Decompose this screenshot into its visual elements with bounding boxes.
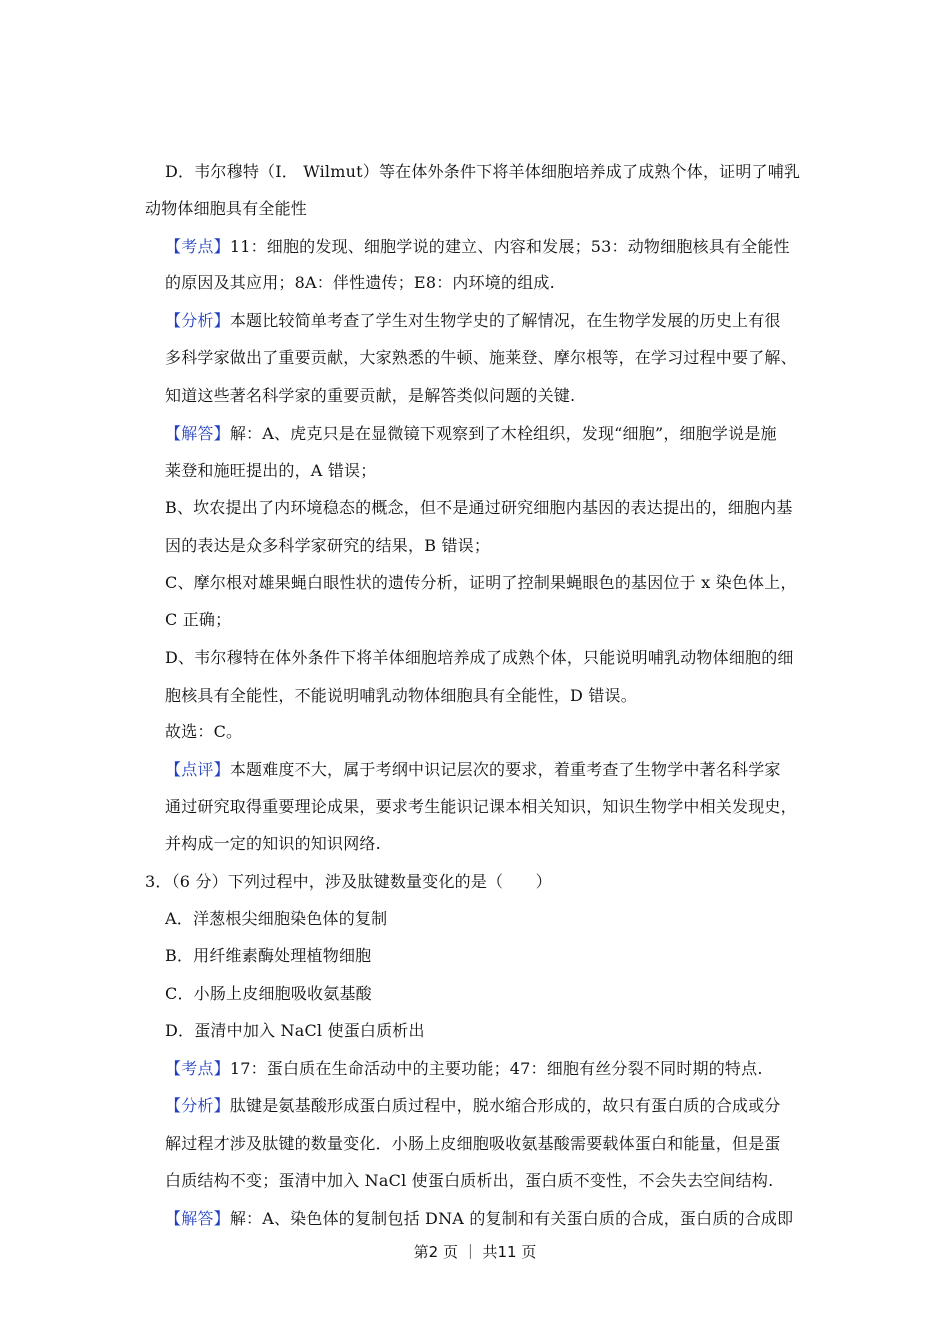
text-line [165, 311, 781, 331]
text-line [165, 610, 231, 630]
line-text: 动物体细胞具有全能性 [145, 199, 308, 218]
line-text: 通过研究取得重要理论成果，要求考生能识记课本相关知识，知识生物学中相关发现史， [165, 797, 797, 816]
text-line [165, 760, 781, 780]
line-text: 解：A、虎克只是在显微镜下观察到了木栓组织，发现“细胞”，细胞学说是施 [229, 424, 777, 443]
line-text: C、摩尔根对雄果蝇白眼性状的遗传分析，证明了控制果蝇眼色的基因位于 x 染色体上， [165, 573, 797, 592]
text-line [165, 946, 371, 966]
line-text: A．洋葱根尖细胞染色体的复制 [165, 909, 388, 928]
line-text: B．用纤维素酶处理植物细胞 [165, 946, 372, 965]
text-line [165, 162, 800, 182]
section-tag: 【解答】 [165, 424, 230, 443]
line-text: 胞核具有全能性，不能说明哺乳动物体细胞具有全能性，D 错误。 [165, 686, 637, 705]
line-text: 莱登和施旺提出的，A 错误； [165, 461, 377, 480]
line-text: B、坎农提出了内环境稳态的概念，但不是通过研究细胞内基因的表达提出的，细胞内基 [165, 498, 793, 517]
text-line [165, 386, 575, 406]
line-text: 11：细胞的发现、细胞学说的建立、内容和发展；53：动物细胞核具有全能性 [229, 237, 790, 256]
line-text: C．小肠上皮细胞吸收氨基酸 [165, 984, 372, 1003]
section-tag: 【考点】 [165, 1059, 230, 1078]
text-line [165, 1209, 793, 1229]
text-line [165, 237, 790, 257]
text-line [165, 1134, 781, 1154]
line-text: D．蛋清中加入 NaCl 使蛋白质析出 [165, 1021, 425, 1040]
section-tag: 【解答】 [165, 1209, 230, 1228]
text-line [165, 834, 381, 854]
line-text: 肽键是氨基酸形成蛋白质过程中，脱水缩合形成的，故只有蛋白质的合成或分 [229, 1096, 781, 1115]
line-text: 本题难度不大，属于考纲中识记层次的要求，着重考查了生物学中著名科学家 [229, 760, 781, 779]
page-footer: 第2 页 ｜ 共11 页 [413, 1243, 537, 1261]
line-text: 解过程才涉及肽键的数量变化．小肠上皮细胞吸收氨基酸需要载体蛋白和能量，但是蛋 [165, 1134, 781, 1153]
text-line [165, 536, 490, 556]
line-text: C 正确； [165, 610, 232, 629]
text-line [165, 909, 387, 929]
section-tag: 【分析】 [165, 311, 230, 330]
line-text: 并构成一定的知识的知识网络. [165, 834, 381, 853]
text-line [165, 1021, 425, 1041]
line-text: 多科学家做出了重要贡献，大家熟悉的牛顿、施莱登、摩尔根等，在学习过程中要了解、 [165, 348, 797, 367]
text-line [145, 199, 307, 219]
text-line [165, 984, 372, 1004]
line-text: 17：蛋白质在生命活动中的主要功能；47：细胞有丝分裂不同时期的特点. [229, 1059, 763, 1078]
line-text: 本题比较简单考查了学生对生物学史的了解情况，在生物学发展的历史上有很 [229, 311, 781, 330]
text-line [165, 797, 797, 817]
line-text: 解：A、染色体的复制包括 DNA 的复制和有关蛋白质的合成，蛋白质的合成即 [229, 1209, 794, 1228]
text-line [165, 573, 797, 593]
text-line [165, 1171, 773, 1191]
text-line [165, 1096, 781, 1116]
text-line [165, 273, 555, 293]
text-line [165, 1059, 763, 1079]
section-tag: 【点评】 [165, 760, 230, 779]
text-line [165, 686, 637, 706]
section-tag: 【分析】 [165, 1096, 230, 1115]
line-text: 因的表达是众多科学家研究的结果，B 错误； [165, 536, 491, 555]
text-line [165, 461, 376, 481]
question-stem [145, 872, 552, 892]
line-text: 知道这些著名科学家的重要贡献，是解答类似问题的关键. [165, 386, 576, 405]
line-text: 的原因及其应用；8A：伴性遗传；E8：内环境的组成. [165, 273, 555, 292]
text-line [165, 424, 777, 444]
text-line [165, 648, 794, 668]
section-tag: 【考点】 [165, 237, 230, 256]
text-line [165, 348, 797, 368]
text-line [165, 722, 242, 742]
line-text: 故选：C。 [165, 722, 243, 741]
line-text: 3．（6 分）下列过程中，涉及肽键数量变化的是（ ） [145, 872, 552, 891]
line-text: 白质结构不变；蛋清中加入 NaCl 使蛋白质析出，蛋白质不变性，不会失去空间结构. [165, 1171, 774, 1190]
line-text: D．韦尔穆特（I． Wilmut）等在体外条件下将羊体细胞培养成了成熟个体，证明了哺乳 [165, 162, 801, 181]
text-line [165, 498, 793, 518]
line-text: D、韦尔穆特在体外条件下将羊体细胞培养成了成熟个体，只能说明哺乳动物体细胞的细 [165, 648, 794, 667]
